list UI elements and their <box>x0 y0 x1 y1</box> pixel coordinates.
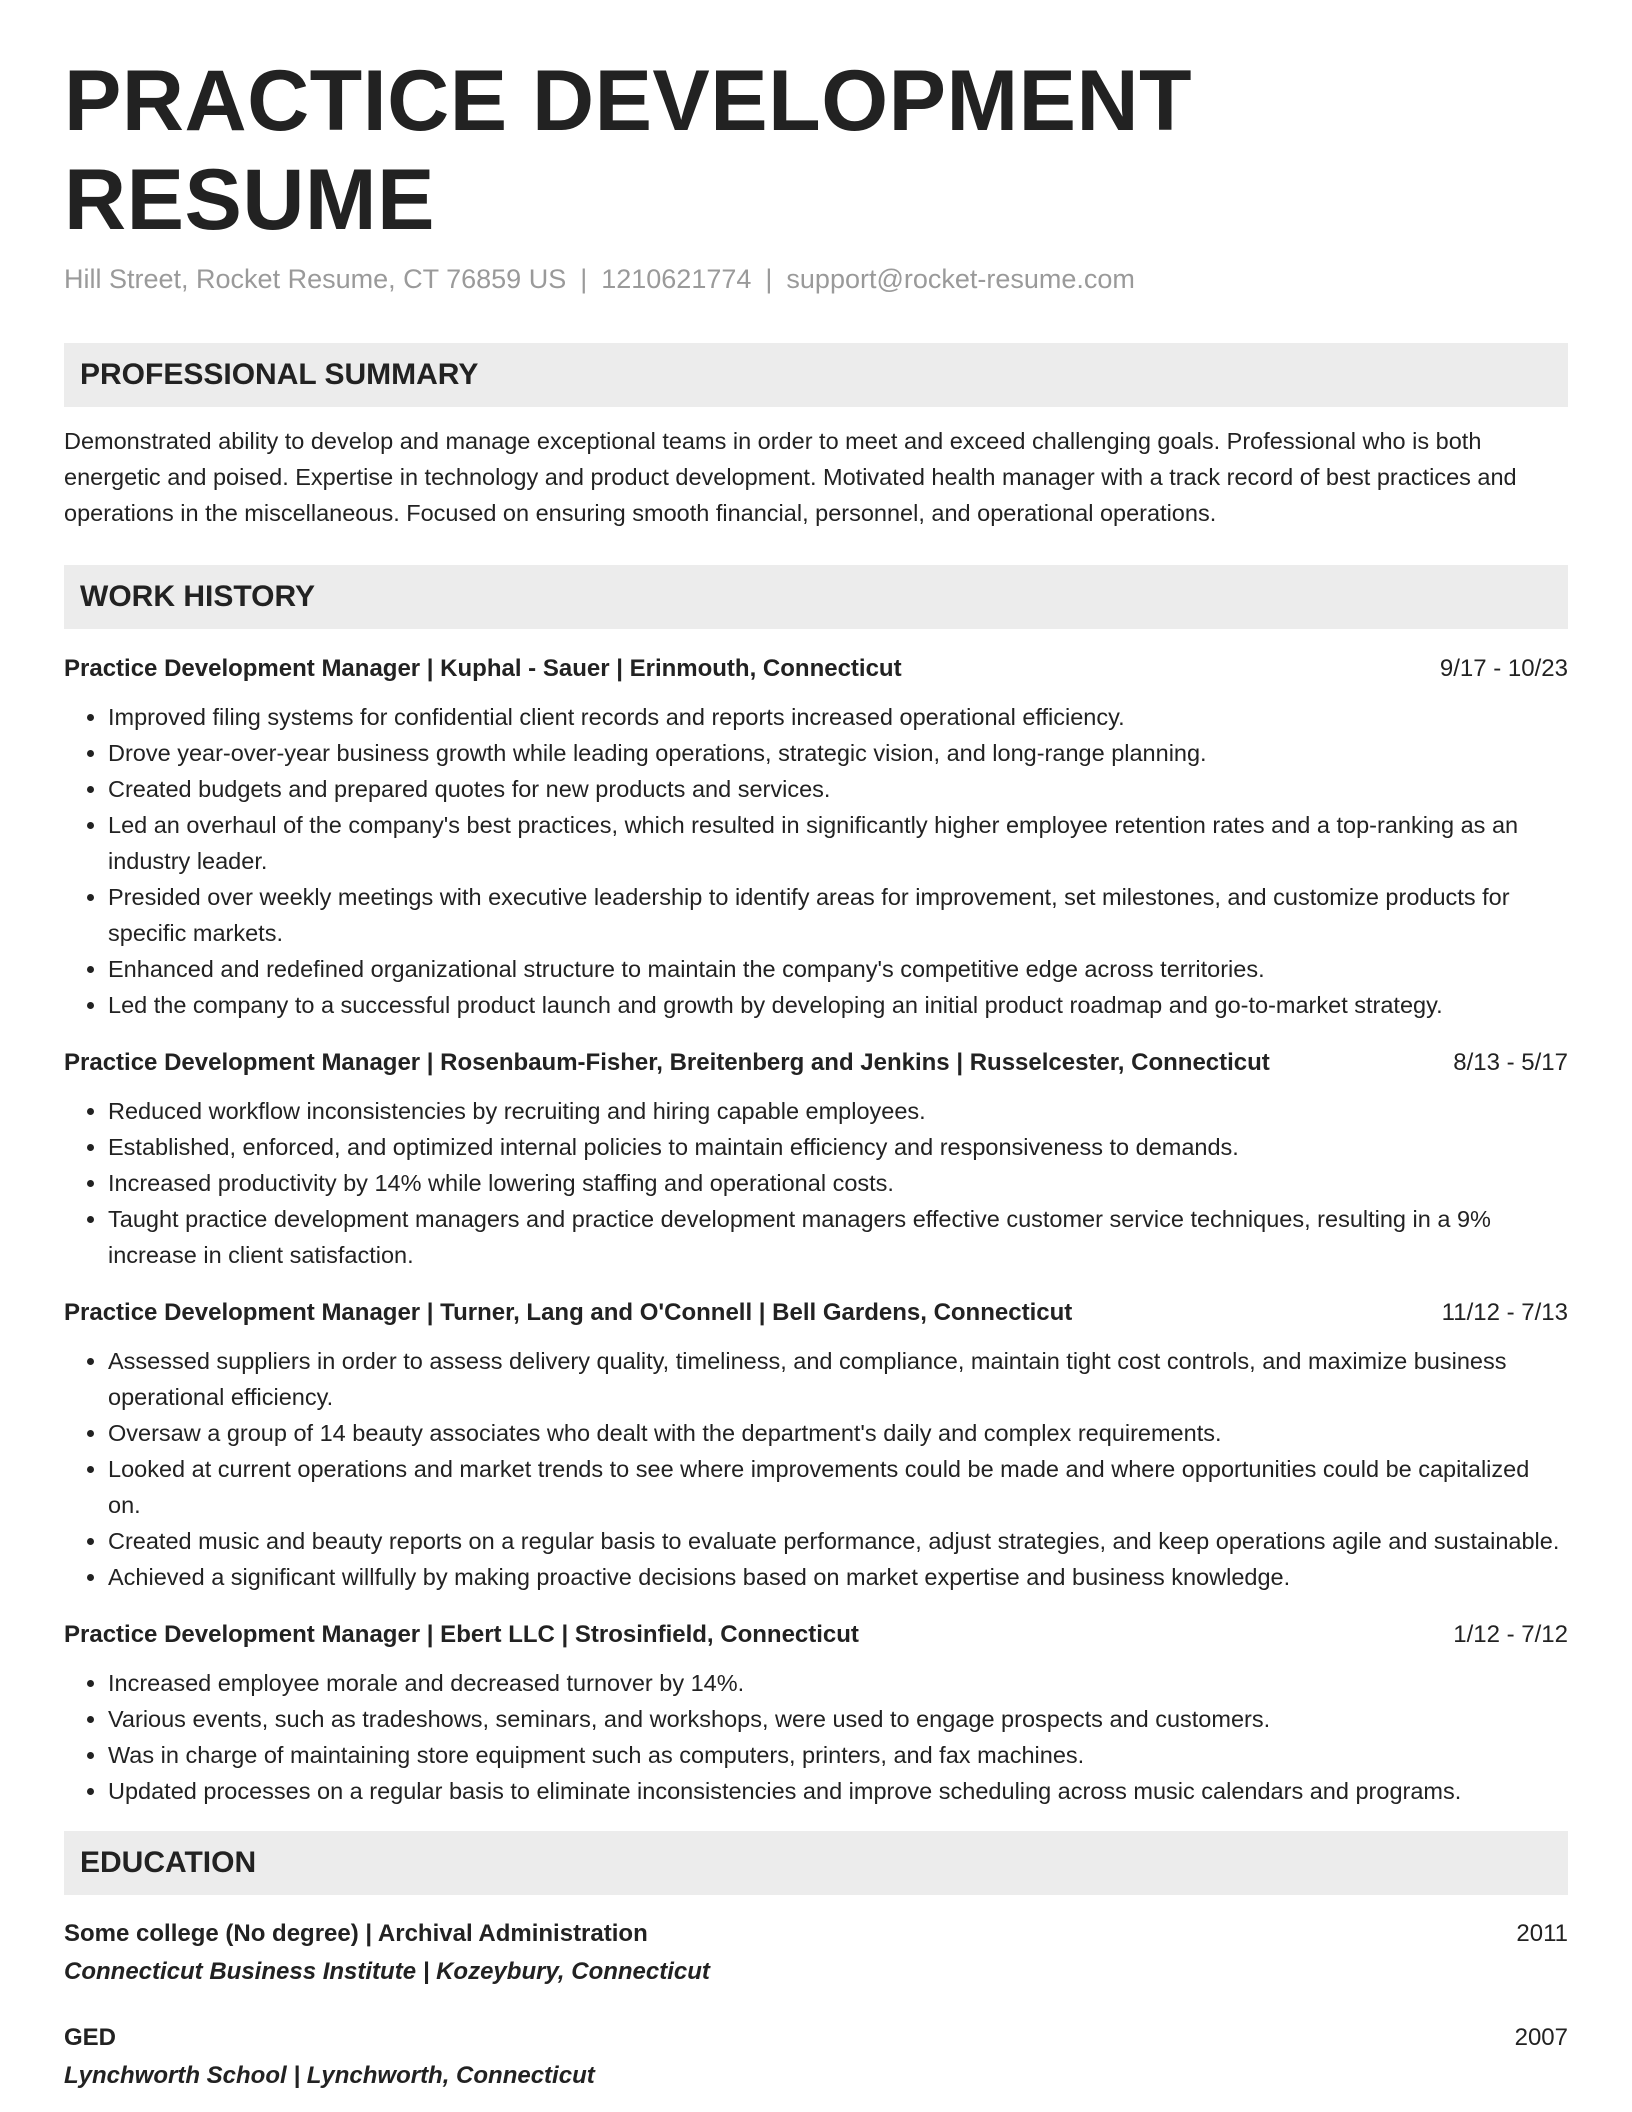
education-header <box>64 2019 1568 2057</box>
contact-phone: 1210621774 <box>601 263 752 294</box>
education-header <box>64 1915 1568 1953</box>
job-bullet: • Led the company to a successful product launch and growth by developing an initial product roadmap and go-to-market strategy. <box>108 987 1568 1023</box>
education-degree: Some college (No degree) | Archival Administration <box>64 1919 648 1947</box>
job-dates: 8/13 - 5/17 <box>1453 1048 1568 1076</box>
resume-title: PRACTICE DEVELOPMENT RESUME <box>64 53 1193 248</box>
job-entry <box>64 1617 1568 1809</box>
job-entry <box>64 1295 1568 1595</box>
job-dates: 9/17 - 10/23 <box>1439 654 1568 682</box>
job-bullet-list <box>64 699 1568 1023</box>
contact-address: Hill Street, Rocket Resume, CT 76859 US <box>64 263 567 294</box>
contact-email: support@rocket-resume.com <box>786 263 1135 294</box>
job-bullet: • Increased employee morale and decreased turnover by 14%. <box>108 1665 1568 1701</box>
education-year: 2007 <box>1514 2023 1568 2051</box>
job-header <box>64 1617 1568 1653</box>
education-entry <box>64 2019 1568 2095</box>
summary-text: Demonstrated ability to develop and manage exceptional teams in order to meet and exceed challenging goals. Professional who is both energetic and poised. Expertise in technology and product development. Motivated health manager with a track record of best practices and operations in the miscellaneous. Focused on ensuring smooth financial, personnel, and operational operations. <box>64 427 1517 526</box>
education-school: Lynchworth School | Lynchworth, Connecticut <box>64 2061 595 2089</box>
job-bullet-list <box>64 1343 1568 1595</box>
job-bullet: • Achieved a significant willfully by making proactive decisions based on market expertise and business knowledge. <box>108 1559 1568 1595</box>
job-bullet: • Updated processes on a regular basis to eliminate inconsistencies and improve scheduling across music calendars and programs. <box>108 1773 1568 1809</box>
job-title: Practice Development Manager | Ebert LLC | Strosinfield, Connecticut <box>64 1620 859 1648</box>
education-school: Connecticut Business Institute | Kozeybury, Connecticut <box>64 1957 710 1985</box>
job-dates: 1/12 - 7/12 <box>1453 1620 1568 1648</box>
contact-separator: | <box>580 263 588 294</box>
contact-separator: | <box>765 263 773 294</box>
job-bullet: • Led an overhaul of the company's best practices, which resulted in significantly higher employee retention rates and a top-ranking as an industry leader. <box>108 807 1568 879</box>
job-bullet: • Drove year-over-year business growth while leading operations, strategic vision, and long-range planning. <box>108 735 1568 771</box>
job-title: Practice Development Manager | Kuphal - Sauer | Erinmouth, Connecticut <box>64 654 902 682</box>
job-bullet: • Oversaw a group of 14 beauty associates who dealt with the department's daily and complex requirements. <box>108 1415 1568 1451</box>
job-entry <box>64 651 1568 1023</box>
job-bullet: • Reduced workflow inconsistencies by recruiting and hiring capable employees. <box>108 1093 1568 1129</box>
education-degree: GED <box>64 2023 117 2051</box>
education-entry <box>64 1915 1568 1991</box>
education-list <box>64 1915 1568 2095</box>
education-heading: EDUCATION <box>64 1831 1568 1895</box>
job-bullet: • Presided over weekly meetings with executive leadership to identify areas for improvement, set milestones, and customize products for specific markets. <box>108 879 1568 951</box>
job-dates: 11/12 - 7/13 <box>1441 1298 1568 1326</box>
job-bullet-list <box>64 1665 1568 1809</box>
job-bullet: • Created music and beauty reports on a regular basis to evaluate performance, adjust strategies, and keep operations agile and sustainable. <box>108 1523 1568 1559</box>
job-header <box>64 651 1568 687</box>
job-bullet: • Various events, such as tradeshows, seminars, and workshops, were used to engage prospects and customers. <box>108 1701 1568 1737</box>
education-year: 2011 <box>1516 1919 1568 1947</box>
job-bullet: • Assessed suppliers in order to assess delivery quality, timeliness, and compliance, maintain tight cost controls, and maximize business operational efficiency. <box>108 1343 1568 1415</box>
work-history-heading: WORK HISTORY <box>64 565 1568 629</box>
job-entry <box>64 1045 1568 1273</box>
summary-heading: PROFESSIONAL SUMMARY <box>64 343 1568 407</box>
job-title: Practice Development Manager | Rosenbaum-Fisher, Breitenberg and Jenkins | Russelcester, Connecticut <box>64 1048 1270 1076</box>
job-bullet-list <box>64 1093 1568 1273</box>
job-bullet: • Improved filing systems for confidential client records and reports increased operational efficiency. <box>108 699 1568 735</box>
job-bullet: • Created budgets and prepared quotes for new products and services. <box>108 771 1568 807</box>
job-header <box>64 1045 1568 1081</box>
job-bullet: • Increased productivity by 14% while lowering staffing and operational costs. <box>108 1165 1568 1201</box>
job-bullet: • Was in charge of maintaining store equipment such as computers, printers, and fax machines. <box>108 1737 1568 1773</box>
contact-line <box>64 264 1568 295</box>
job-header <box>64 1295 1568 1331</box>
job-bullet: • Looked at current operations and market trends to see where improvements could be made and where opportunities could be capitalized on. <box>108 1451 1568 1523</box>
work-history-list <box>64 651 1568 1809</box>
job-title: Practice Development Manager | Turner, Lang and O'Connell | Bell Gardens, Connecticut <box>64 1298 1073 1326</box>
job-bullet: • Established, enforced, and optimized internal policies to maintain efficiency and responsiveness to demands. <box>108 1129 1568 1165</box>
job-bullet: • Taught practice development managers and practice development managers effective customer service techniques, resulting in a 9% increase in client satisfaction. <box>108 1201 1568 1273</box>
job-bullet: • Enhanced and redefined organizational structure to maintain the company's competitive edge across territories. <box>108 951 1568 987</box>
